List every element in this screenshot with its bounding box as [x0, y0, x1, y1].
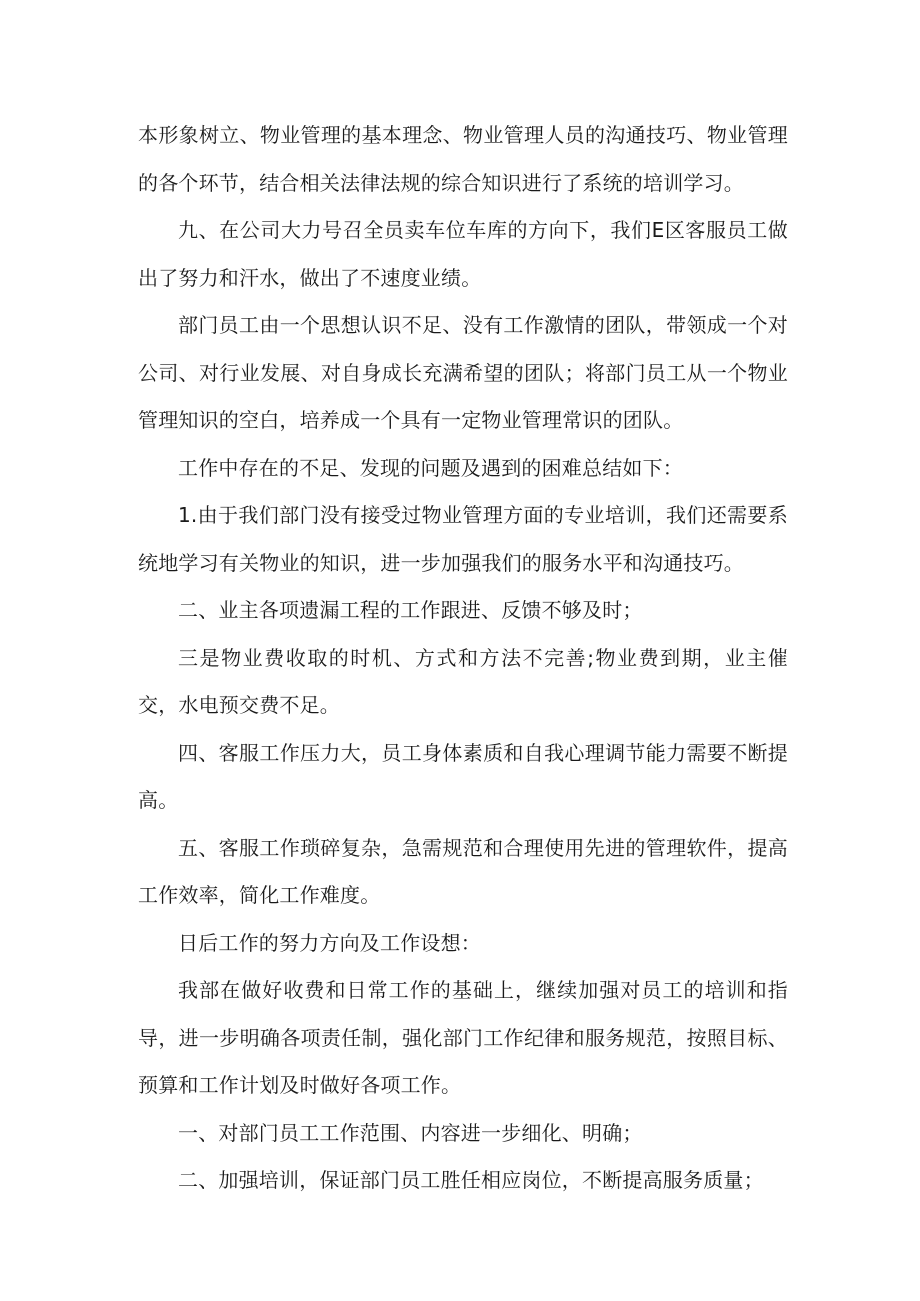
- document-body: [138, 112, 788, 1205]
- paragraph-11: 我部在做好收费和日常工作的基础上，继续加强对员工的培训和指导，进一步明确各项责任制，强化部门工作纪律和服务规范，按照目标、预算和工作计划及时做好各项工作。: [138, 978, 788, 1097]
- paragraph-12: 一、对部门员工工作范围、内容进一步细化、明确；: [178, 1120, 643, 1145]
- paragraph-6: 二、业主各项遗漏工程的工作跟进、反馈不够及时；: [178, 598, 643, 622]
- paragraph-1: 本形象树立、物业管理的基本理念、物业管理人员的沟通技巧、物业管理的各个环节，结合相关法律法规的综合知识进行了系统的培训学习。: [138, 123, 788, 195]
- paragraph-13: 二、加强培训，保证部门员工胜任相应岗位，不断提高服务质量；: [178, 1168, 764, 1192]
- paragraph-10: 日后工作的努力方向及工作设想：: [178, 930, 481, 955]
- paragraph-2: 九、在公司大力号召全员卖车位车库的方向下，我们E区客服员工做出了努力和汗水，做出了不速度业绩。: [138, 218, 788, 290]
- paragraph-5: 1.由于我们部门没有接受过物业管理方面的专业培训，我们还需要系统地学习有关物业的知识，进一步加强我们的服务水平和沟通技巧。: [138, 503, 788, 575]
- paragraph-8: 四、客服工作压力大，员工身体素质和自我心理调节能力需要不断提高。: [138, 740, 788, 812]
- paragraph-4: 工作中存在的不足、发现的问题及遇到的困难总结如下：: [178, 455, 683, 480]
- paragraph-3: 部门员工由一个思想认识不足、没有工作激情的团队，带领成一个对公司、对行业发展、对自身成长充满希望的团队；将部门员工从一个物业管理知识的空白，培养成一个具有一定物业管理常识的团队。: [138, 313, 788, 432]
- paragraph-7: 三是物业费收取的时机、方式和方法不完善;物业费到期，业主催交，水电预交费不足。: [138, 645, 788, 717]
- paragraph-9: 五、客服工作琐碎复杂，急需规范和合理使用先进的管理软件，提高工作效率，简化工作难度。: [138, 835, 788, 907]
